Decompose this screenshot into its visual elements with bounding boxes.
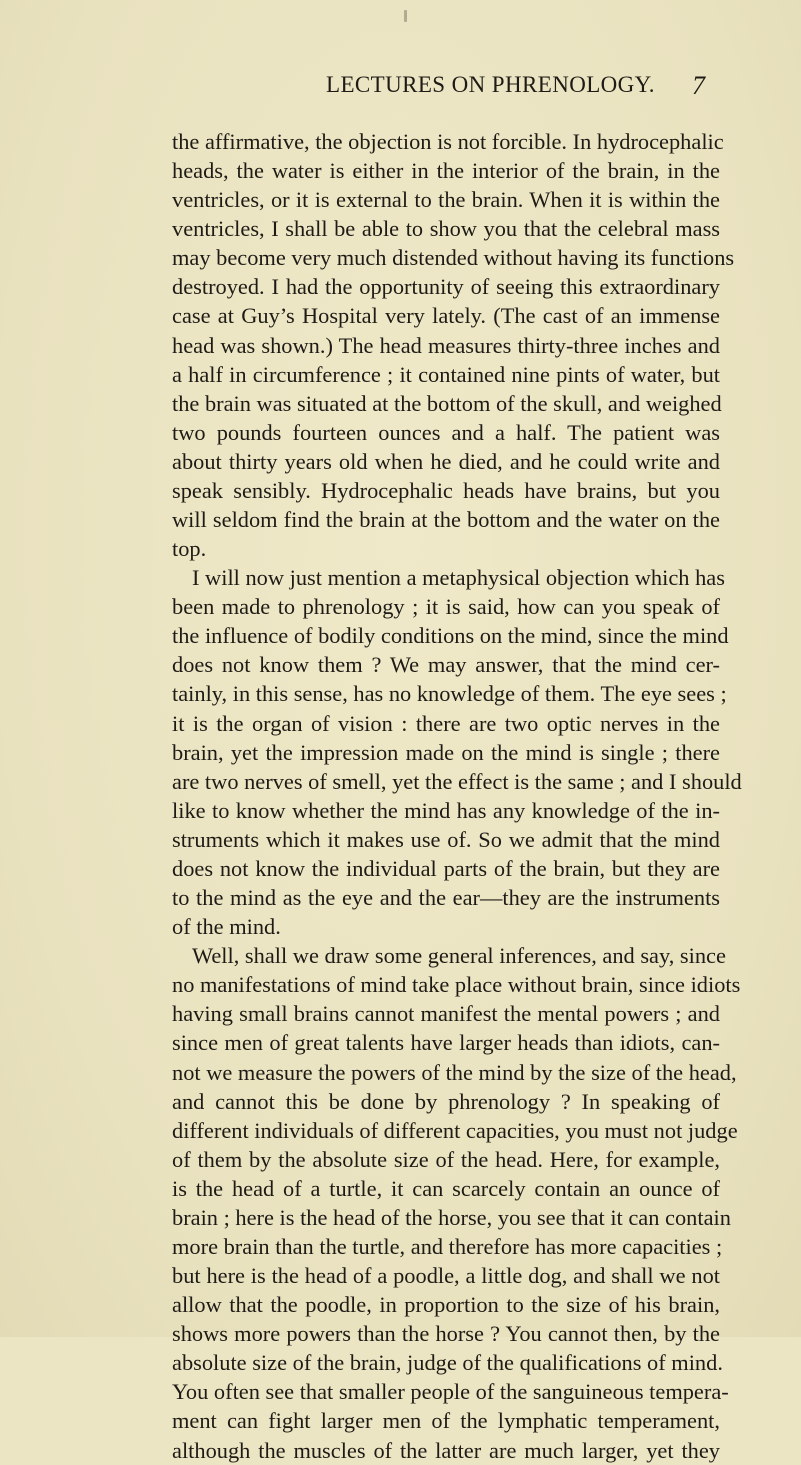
text-line: the affirmative, the objection is not forcible. In hydrocephalic [172, 129, 724, 154]
text-line: about thirty years old when he died, and he could write and [172, 448, 720, 474]
text-line: Well, shall we draw some general inferences, and say, since [192, 943, 726, 969]
text-line: but here is the head of a poodle, a little dog, and shall we not [172, 1263, 720, 1289]
text-line: ment can fight larger men of the lymphatic temperament, [172, 1408, 720, 1434]
text-line: it is the organ of vision : there are two optic nerves in the [172, 710, 720, 736]
text-line: ventricles, or it is external to the brain. When it is within the [172, 187, 720, 213]
text-line: are two nerves of smell, yet the effect is the same ; and I should [172, 768, 742, 794]
text-line: been made to phrenology ; it is said, how can you speak of [172, 594, 720, 620]
text-line: I will now just mention a metaphysical objection which has [192, 565, 725, 591]
running-head [0, 70, 801, 110]
text-line: top. [172, 536, 207, 562]
text-line: since men of great talents have larger heads than idiots, can- [172, 1030, 720, 1056]
text-line: allow that the poodle, in proportion to the size of his brain, [172, 1292, 720, 1318]
text-line: ventricles, I shall be able to show you that the celebral mass [172, 216, 720, 242]
text-line: You often see that smaller people of the sanguineous tempera- [172, 1379, 729, 1405]
text-line: case at Guy’s Hospital very lately. (The cast of an immense [172, 303, 720, 329]
text-line: brain, yet the impression made on the mind is single ; there [172, 739, 720, 765]
text-line: absolute size of the brain, judge of the qualifications of mind. [172, 1350, 723, 1376]
text-line: different individuals of different capacities, you must not judge [172, 1117, 738, 1143]
text-line: destroyed. I had the opportunity of seeing this extraordinary [172, 274, 720, 300]
page-number: 7 [692, 71, 705, 100]
text-line: does not know them ? We may answer, that the mind cer- [172, 652, 720, 678]
text-line: heads, the water is either in the interior of the brain, in the [172, 158, 720, 184]
text-line: the brain was situated at the bottom of the skull, and weighed [172, 390, 722, 416]
text-line: not we measure the powers of the mind by the size of the head, [172, 1059, 737, 1085]
text-line: head was shown.) The head measures thirty-three inches and [172, 332, 720, 358]
text-line: although the muscles of the latter are much larger, yet they [172, 1437, 720, 1463]
running-title: LECTURES ON PHRENOLOGY. [326, 72, 655, 97]
ink-speck [404, 10, 407, 22]
text-line: of the mind. [172, 914, 281, 940]
text-line: brain ; here is the head of the horse, you see that it can contain [172, 1204, 731, 1230]
text-line: will seldom find the brain at the bottom and the water on the [172, 507, 720, 533]
text-line: struments which it makes use of. So we admit that the mind [172, 826, 720, 852]
text-line: is the head of a turtle, it can scarcely contain an ounce of [172, 1175, 720, 1201]
text-line: shows more powers than the horse ? You cannot then, by the [172, 1321, 720, 1347]
text-line: two pounds fourteen ounces and a half. The patient was [172, 419, 720, 445]
text-line: like to know whether the mind has any knowledge of the in- [172, 797, 720, 823]
text-line: the influence of bodily conditions on the mind, since the mind [172, 623, 729, 649]
text-line: more brain than the turtle, and therefore has more capacities ; [172, 1233, 723, 1259]
text-line: and cannot this be done by phrenology ? In speaking of [172, 1088, 720, 1114]
text-line: does not know the individual parts of the brain, but they are [172, 855, 720, 881]
text-line: a half in circumference ; it contained nine pints of water, but [172, 361, 720, 387]
text-line: may become very much distended without having its functions [172, 245, 735, 271]
text-line: tainly, in this sense, has no knowledge of them. The eye sees ; [172, 681, 727, 707]
text-line: speak sensibly. Hydrocephalic heads have brains, but you [172, 477, 720, 503]
text-line: having small brains cannot manifest the mental powers ; and [172, 1001, 720, 1027]
body-text [172, 127, 742, 1465]
text-line: of them by the absolute size of the head. Here, for example, [172, 1146, 720, 1172]
text-line: to the mind as the eye and the ear—they are the instruments [172, 885, 720, 911]
text-line: no manifestations of mind take place without brain, since idiots [172, 972, 741, 998]
